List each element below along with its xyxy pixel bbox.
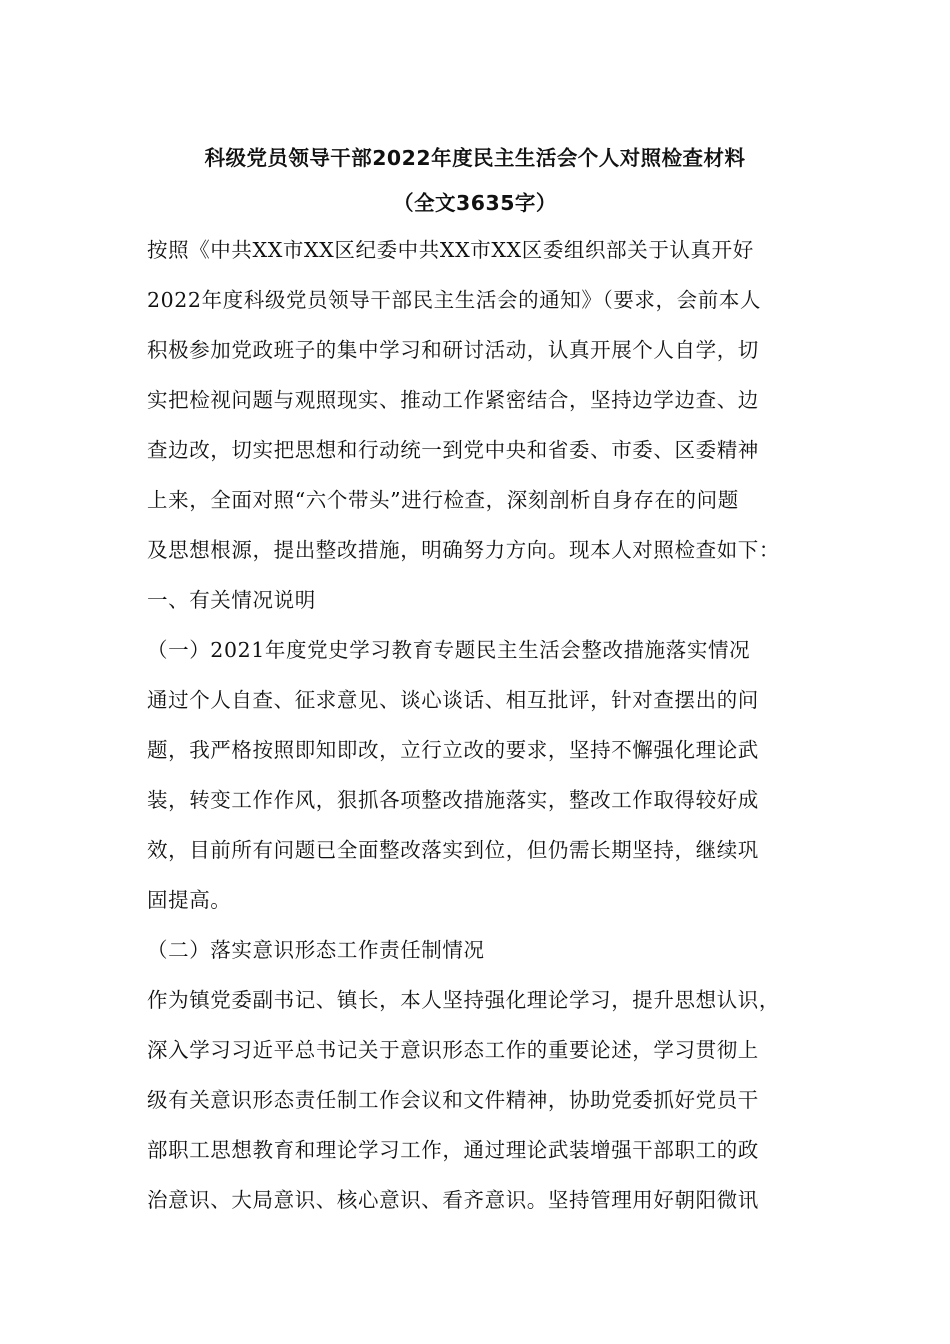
document-subtitle: （全文3635字） [393, 191, 557, 215]
paragraph-line: 按照《中共XX市XX区纪委中共XX市XX区委组织部关于认真开好 [147, 238, 754, 262]
paragraph-line: 级有关意识形态责任制工作会议和文件精神，协助党委抓好党员干 [147, 1088, 759, 1112]
subsection-heading: （二）落实意识形态工作责任制情况 [147, 938, 485, 962]
subsection-heading: （一）2021年度党史学习教育专题民主生活会整改措施落实情况 [147, 638, 751, 662]
paragraph-line: 部职工思想教育和理论学习工作，通过理论武装增强干部职工的政 [147, 1138, 759, 1162]
paragraph-line: 及思想根源，提出整改措施，明确努力方向。现本人对照检查如下： [147, 538, 780, 562]
document-title: 科级党员领导干部2022年度民主生活会个人对照检查材料 [204, 146, 746, 170]
paragraph-line: 上来，全面对照“六个带头”进行检查，深刻剖析自身存在的问题 [147, 488, 739, 512]
paragraph-line: 积极参加党政班子的集中学习和研讨活动，认真开展个人自学，切 [147, 338, 759, 362]
paragraph-line: 2022年度科级党员领导干部民主生活会的通知》（要求，会前本人 [147, 288, 762, 312]
paragraph-line: 查边改，切实把思想和行动统一到党中央和省委、市委、区委精神 [147, 438, 759, 462]
section-heading: 一、有关情况说明 [147, 588, 316, 612]
paragraph-line: 装，转变工作作风，狠抓各项整改措施落实，整改工作取得较好成 [147, 788, 759, 812]
paragraph-line: 实把检视问题与观照现实、推动工作紧密结合，坚持边学边查、边 [147, 388, 759, 412]
paragraph-line: 深入学习习近平总书记关于意识形态工作的重要论述，学习贯彻上 [147, 1038, 759, 1062]
paragraph-line: 固提高。 [147, 888, 232, 912]
paragraph-line: 题，我严格按照即知即改，立行立改的要求，坚持不懈强化理论武 [147, 738, 759, 762]
paragraph-line: 作为镇党委副书记、镇长，本人坚持强化理论学习，提升思想认识， [147, 988, 780, 1012]
paragraph-line: 通过个人自查、征求意见、谈心谈话、相互批评，针对查摆出的问 [147, 688, 759, 712]
paragraph-line: 效，目前所有问题已全面整改落实到位，但仍需长期坚持，继续巩 [147, 838, 759, 862]
paragraph-line: 治意识、大局意识、核心意识、看齐意识。坚持管理用好朝阳微讯 [147, 1188, 759, 1212]
